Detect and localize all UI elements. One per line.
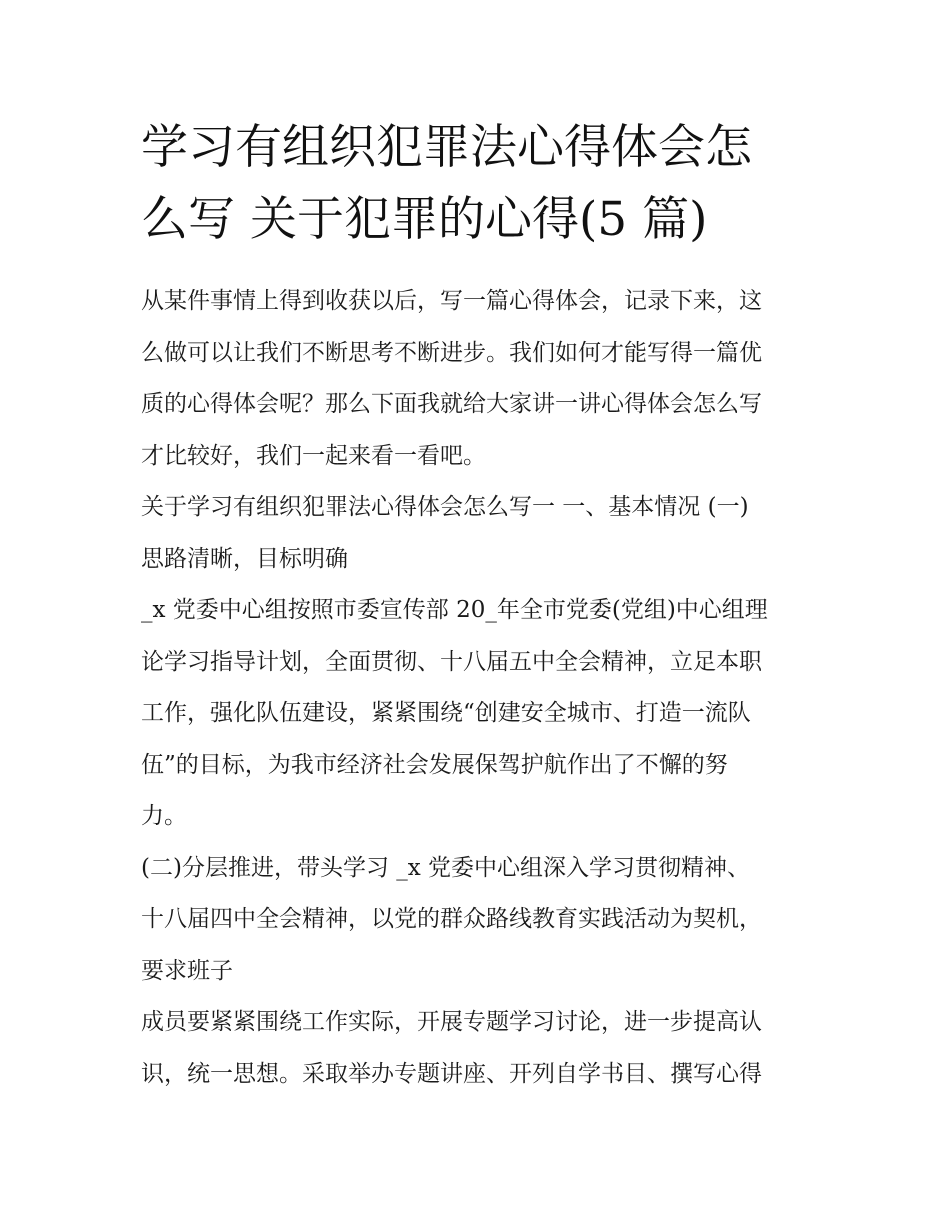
body-line: 从某件事情上得到收获以后，写一篇心得体会，记录下来，这 bbox=[141, 288, 762, 314]
body-line: (二)分层推进，带头学习 _x 党委中心组深入学习贯彻精神、 bbox=[141, 854, 751, 881]
body-line: 工作，强化队伍建设，紧紧围绕“创建安全城市、打造一流队 bbox=[141, 700, 751, 726]
document-body bbox=[141, 281, 821, 1105]
body-line: 论学习指导计划，全面贯彻、十八届五中全会精神，立足本职 bbox=[141, 648, 762, 675]
body-line: _x 党委中心组按照市委宣传部 20_年全市党委(党组)中心组理 bbox=[141, 597, 768, 623]
body-line: 么做可以让我们不断思考不断进步。我们如何才能写得一篇优 bbox=[141, 339, 762, 366]
body-line: 识，统一思想。采取举办专题讲座、开列自学书目、撰写心得 bbox=[141, 1060, 762, 1087]
body-line: 十八届四中全会精神，以党的群众路线教育实践活动为契机， bbox=[141, 906, 762, 932]
title-line-1: 学习有组织犯罪法心得体会怎 bbox=[141, 120, 752, 175]
body-line: 质的心得体会呢？那么下面我就给大家讲一讲心得体会怎么写 bbox=[141, 391, 762, 417]
document-title bbox=[141, 112, 831, 256]
body-line: 力。 bbox=[141, 803, 187, 829]
body-line: 关于学习有组织犯罪法心得体会怎么写一 一、基本情况 (一) bbox=[141, 494, 749, 520]
body-line: 要求班子 bbox=[141, 957, 233, 984]
body-line: 思路清晰，目标明确 bbox=[141, 545, 348, 572]
title-line-2: 么写 关于犯罪的心得(5 篇) bbox=[141, 192, 708, 247]
body-line: 才比较好，我们一起来看一看吧。 bbox=[141, 442, 486, 469]
body-line: 伍”的目标，为我市经济社会发展保驾护航作出了不懈的努 bbox=[141, 751, 728, 778]
body-line: 成员要紧紧围绕工作实际，开展专题学习讨论，进一步提高认 bbox=[141, 1009, 762, 1035]
